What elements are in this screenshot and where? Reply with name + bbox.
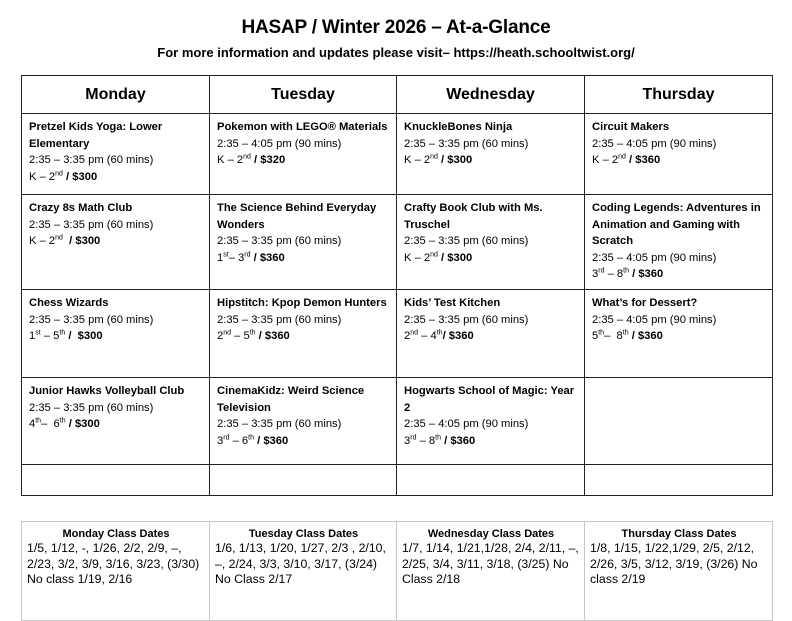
- day-header-thursday: Thursday: [585, 76, 773, 114]
- class-dates-heading: Tuesday Class Dates: [248, 528, 359, 540]
- grade-end: 5: [243, 330, 250, 342]
- class-time: 2:35 – 4:05 pm (90 mins): [592, 251, 717, 264]
- class-time: 2:35 – 3:35 pm (60 mins): [29, 401, 154, 414]
- grade-start: 3: [217, 434, 224, 447]
- price-separator: /: [442, 330, 449, 342]
- grade-end-suffix: th: [622, 329, 629, 337]
- class-time: 2:35 – 3:35 pm (60 mins): [404, 137, 529, 150]
- grade-start: 1: [217, 251, 224, 264]
- grade-end-suffix: th: [249, 329, 256, 337]
- class-price: $300: [77, 330, 103, 342]
- grade-end-suffix: nd: [430, 153, 438, 161]
- grade-separator: –: [228, 251, 239, 264]
- class-grades-price: [29, 328, 203, 345]
- class-dates-row: [22, 522, 773, 621]
- grade-start-suffix: rd: [223, 433, 230, 441]
- grade-separator: –: [604, 330, 617, 342]
- class-cell: [22, 114, 210, 195]
- empty-cell: [210, 465, 397, 496]
- grade-start: K: [404, 154, 412, 166]
- day-header-monday: Monday: [22, 76, 210, 114]
- class-price: $360: [259, 251, 285, 264]
- grade-end: 3: [238, 251, 245, 264]
- class-price: $300: [75, 235, 101, 247]
- grade-separator: –: [224, 154, 237, 166]
- class-cell: [585, 290, 773, 378]
- class-cell: [397, 195, 585, 290]
- class-price: $360: [264, 330, 290, 342]
- grade-end: 2: [48, 170, 56, 183]
- grade-end: 8: [428, 434, 436, 447]
- price-separator: /: [250, 154, 261, 166]
- class-price: $300: [72, 170, 98, 183]
- schedule-row-empty: [22, 465, 773, 496]
- class-time: 2:35 – 3:35 pm (60 mins): [217, 418, 342, 430]
- class-name: Hogwarts School of Magic: Year 2: [404, 385, 575, 414]
- grade-start-suffix: nd: [223, 329, 232, 337]
- grade-end: 4: [430, 330, 437, 342]
- schedule-row: [22, 378, 773, 465]
- price-separator: /: [437, 154, 448, 166]
- grade-start: 3: [592, 268, 599, 280]
- class-dates-list: 1/5, 1/12, -, 1/26, 2/2, 2/9, –, 2/23, 3/2, 3/9, 3/16, 3/23, (3/30) No class 1/19, 2/16: [27, 541, 200, 586]
- grade-start-suffix: th: [35, 417, 42, 425]
- class-cell: [585, 195, 773, 290]
- grade-end: 2: [48, 235, 56, 247]
- day-header-wednesday: Wednesday: [397, 76, 585, 114]
- price-separator: /: [441, 434, 451, 447]
- class-price: $320: [260, 154, 286, 166]
- class-time: 2:35 – 3:35 pm (60 mins): [29, 313, 154, 326]
- grade-end-suffix: th: [248, 433, 254, 441]
- class-grades-price: [592, 328, 766, 345]
- grade-end-suffix: th: [623, 267, 629, 275]
- grade-start: 1: [29, 330, 36, 342]
- class-time: 2:35 – 4:05 pm (90 mins): [217, 137, 342, 150]
- class-name: Pokemon with LEGO® Materials: [217, 121, 388, 133]
- class-time: 2:35 – 3:35 pm (60 mins): [29, 154, 154, 166]
- class-dates-list: 1/8, 1/15, 1/22,1/29, 2/5, 2/12, 2/26, 3/5, 3/12, 3/19, (3/26) No class 2/19: [590, 541, 758, 586]
- class-dates-table: [21, 521, 773, 621]
- class-name: KnuckleBones Ninja: [404, 121, 513, 133]
- class-name: What’s for Dessert?: [592, 297, 698, 309]
- grade-end: 2: [236, 154, 244, 166]
- class-name: Pretzel Kids Yoga: Lower Elementary: [29, 121, 163, 150]
- class-dates-heading: Monday Class Dates: [62, 528, 170, 540]
- grade-separator: –: [416, 434, 429, 447]
- class-grades-price: [217, 328, 390, 345]
- class-dates-thursday: [585, 522, 773, 621]
- price-separator: /: [255, 330, 265, 342]
- grade-start-suffix: th: [598, 329, 605, 337]
- class-name: Circuit Makers: [592, 121, 670, 133]
- class-price: $360: [638, 268, 664, 280]
- empty-cell: [585, 378, 773, 465]
- class-name: CinemaKidz: Weird Science Television: [217, 385, 365, 414]
- grade-end-suffix: nd: [55, 234, 63, 242]
- class-dates-heading: Thursday Class Dates: [621, 528, 737, 540]
- class-cell: [210, 378, 397, 465]
- schedule-header-row: [22, 76, 773, 114]
- grade-separator: –: [36, 235, 49, 247]
- class-dates-wednesday: [397, 522, 585, 621]
- class-price: $360: [635, 154, 661, 166]
- class-cell: [22, 195, 210, 290]
- grade-start: 3: [404, 434, 411, 447]
- grade-start: 2: [217, 330, 224, 342]
- class-time: 2:35 – 4:05 pm (90 mins): [404, 418, 529, 430]
- class-price: $300: [447, 154, 473, 166]
- class-price: $360: [263, 434, 289, 447]
- class-price: $360: [637, 330, 663, 342]
- class-time: 2:35 – 3:35 pm (60 mins): [404, 235, 529, 247]
- price-separator: /: [65, 330, 78, 342]
- schedule-table: [21, 75, 773, 496]
- class-dates-tuesday: [210, 522, 397, 621]
- price-separator: /: [625, 154, 636, 166]
- class-time: 2:35 – 4:05 pm (90 mins): [592, 137, 717, 150]
- class-time: 2:35 – 4:05 pm (90 mins): [592, 313, 717, 326]
- class-dates-monday: [22, 522, 210, 621]
- class-cell: [210, 114, 397, 195]
- class-cell: [210, 195, 397, 290]
- class-dates-list: 1/6, 1/13, 1/20, 1/27, 2/3 , 2/10, –, 2/24, 3/3, 3/10, 3/17, (3/24) No Class 2/17: [215, 541, 386, 586]
- grade-end-suffix: th: [436, 329, 443, 337]
- class-grades-price: [217, 250, 390, 267]
- grade-end: 2: [423, 154, 431, 166]
- grade-separator: –: [231, 330, 244, 342]
- class-cell: [397, 114, 585, 195]
- grade-separator: –: [599, 154, 612, 166]
- grade-start-suffix: nd: [410, 329, 419, 337]
- grade-end-suffix: nd: [430, 250, 438, 258]
- schedule-row: [22, 114, 773, 195]
- grade-start: 5: [592, 330, 599, 342]
- price-separator: /: [65, 418, 75, 430]
- grade-end-suffix: rd: [244, 250, 251, 258]
- grade-separator: –: [411, 251, 424, 264]
- class-grades-price: [592, 152, 766, 169]
- class-cell: [397, 378, 585, 465]
- day-header-tuesday: Tuesday: [210, 76, 397, 114]
- grade-start: 2: [404, 330, 411, 342]
- class-price: $360: [450, 434, 476, 447]
- class-grades-price: [592, 266, 766, 283]
- grade-separator: –: [604, 268, 617, 280]
- price-separator: /: [62, 170, 73, 183]
- grade-end-suffix: th: [435, 433, 441, 441]
- class-grades-price: [217, 152, 390, 169]
- class-name: Chess Wizards: [29, 297, 109, 309]
- grade-end: 5: [53, 330, 60, 342]
- class-cell: [585, 114, 773, 195]
- grade-start: K: [29, 170, 37, 183]
- grade-start: K: [404, 251, 412, 264]
- class-grades-price: [404, 433, 578, 450]
- grade-start: K: [592, 154, 600, 166]
- grade-end: 2: [611, 154, 619, 166]
- empty-cell: [585, 465, 773, 496]
- grade-end: 6: [53, 418, 60, 430]
- class-time: 2:35 – 3:35 pm (60 mins): [217, 235, 342, 247]
- grade-start: K: [29, 235, 37, 247]
- class-grades-price: [404, 328, 578, 345]
- class-cell: [22, 290, 210, 378]
- grade-start-suffix: rd: [410, 433, 417, 441]
- price-separator: /: [254, 434, 264, 447]
- class-dates-list: 1/7, 1/14, 1/21,1/28, 2/4, 2/11, –, 2/25, 3/4, 3/11, 3/18, (3/25) No Class 2/18: [402, 541, 579, 586]
- page-title: HASAP / Winter 2026 – At-a-Glance: [241, 17, 551, 38]
- grade-start-suffix: rd: [598, 267, 605, 275]
- price-separator: /: [629, 268, 639, 280]
- grade-start-suffix: st: [35, 329, 41, 337]
- empty-cell: [397, 465, 585, 496]
- price-separator: /: [437, 251, 448, 264]
- price-separator: /: [62, 235, 76, 247]
- schedule-row: [22, 195, 773, 290]
- grade-separator: –: [41, 418, 54, 430]
- grade-separator: –: [229, 434, 242, 447]
- class-name: Junior Hawks Volleyball Club: [29, 385, 185, 397]
- grade-separator: –: [418, 330, 431, 342]
- price-separator: /: [628, 330, 638, 342]
- grade-end-suffix: nd: [243, 153, 251, 161]
- class-cell: [397, 290, 585, 378]
- class-name: Hipstitch: Kpop Demon Hunters: [217, 297, 387, 309]
- page-subtitle: For more information and updates please visit– https://heath.schooltwist.org/: [157, 45, 635, 60]
- class-time: 2:35 – 3:35 pm (60 mins): [217, 313, 342, 326]
- grade-end-suffix: th: [59, 417, 66, 425]
- class-time: 2:35 – 3:35 pm (60 mins): [404, 313, 529, 326]
- class-grades-price: [29, 233, 203, 250]
- grade-end-suffix: nd: [618, 153, 626, 161]
- schedule-row: [22, 290, 773, 378]
- grade-start: K: [217, 154, 225, 166]
- class-grades-price: [29, 416, 203, 433]
- empty-cell: [22, 465, 210, 496]
- grade-separator: –: [40, 330, 54, 342]
- grade-end: 2: [423, 251, 431, 264]
- grade-end: 8: [616, 330, 623, 342]
- class-name: Kids’ Test Kitchen: [404, 297, 501, 309]
- grade-end: 6: [241, 434, 249, 447]
- class-name: Coding Legends: Adventures in Animation and Gaming with Scratch: [592, 202, 761, 247]
- grade-start: 4: [29, 418, 36, 430]
- class-cell: [22, 378, 210, 465]
- class-price: $300: [447, 251, 473, 264]
- grade-separator: –: [36, 170, 49, 183]
- grade-start-suffix: st: [223, 250, 229, 258]
- price-separator: /: [250, 251, 260, 264]
- class-grades-price: [217, 433, 390, 450]
- class-price: $300: [74, 418, 100, 430]
- class-time: 2:35 – 3:35 pm (60 mins): [29, 218, 154, 231]
- class-dates-heading: Wednesday Class Dates: [427, 528, 555, 540]
- grade-end: 8: [616, 268, 624, 280]
- grade-end-suffix: nd: [55, 169, 63, 177]
- class-name: The Science Behind Everyday Wonders: [217, 202, 377, 231]
- class-grades-price: [404, 250, 578, 267]
- grade-separator: –: [411, 154, 424, 166]
- class-cell: [210, 290, 397, 378]
- grade-end-suffix: th: [59, 329, 66, 337]
- class-price: $360: [448, 330, 474, 342]
- class-name: Crafty Book Club with Ms. Truschel: [404, 202, 543, 231]
- class-grades-price: [29, 169, 203, 186]
- class-name: Crazy 8s Math Club: [29, 202, 133, 214]
- class-grades-price: [404, 152, 578, 169]
